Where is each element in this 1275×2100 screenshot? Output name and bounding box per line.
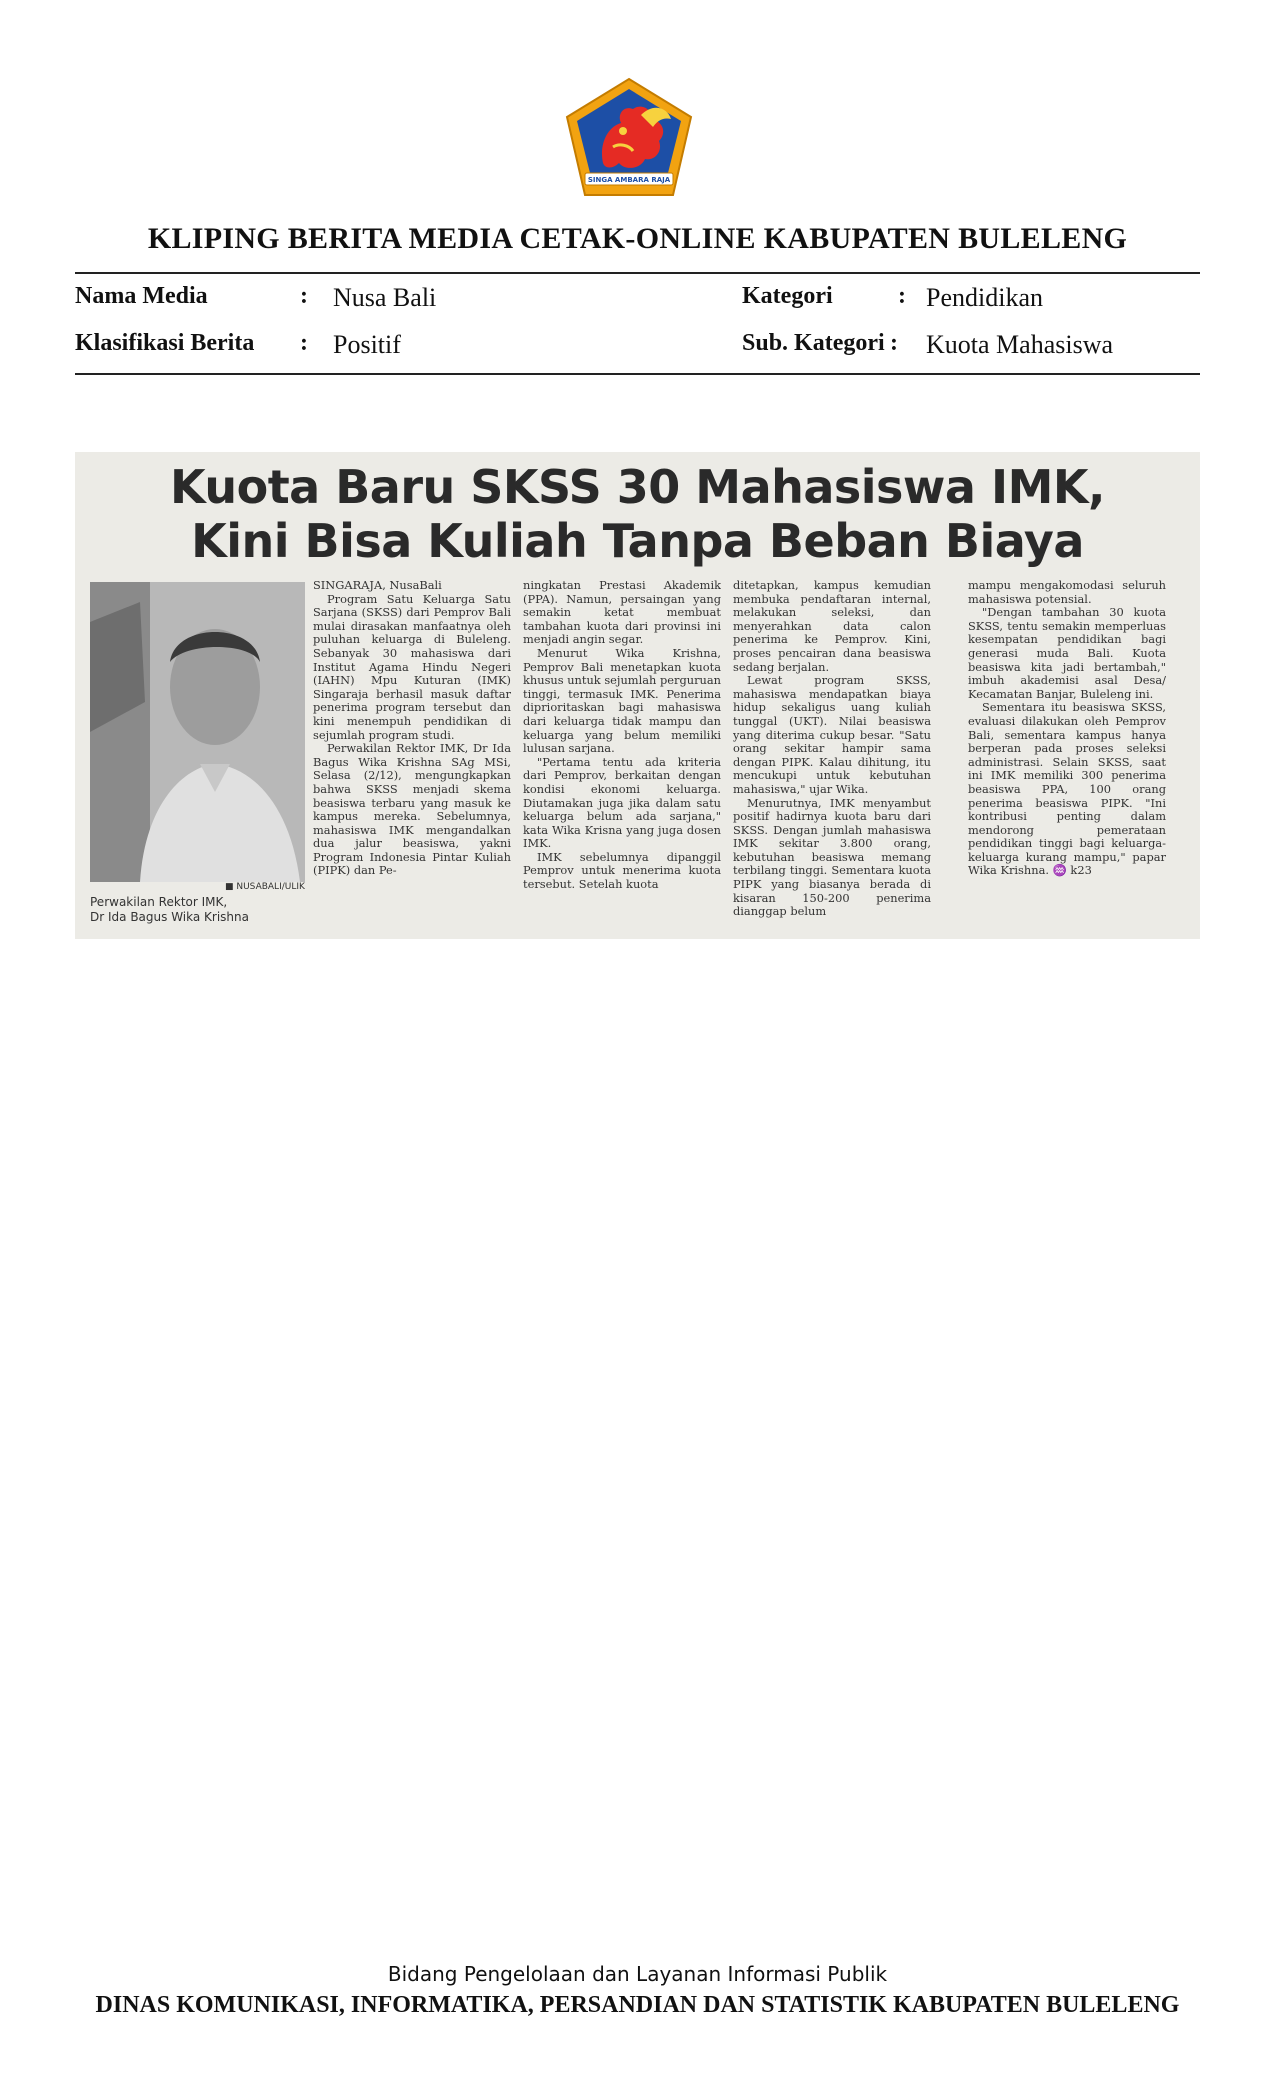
emblem-motto: SINGA AMBARA RAJA [587, 176, 671, 184]
photo-caption [90, 895, 315, 925]
photo-credit: ■ NUSABALI/ULIK [225, 882, 305, 892]
article-paragraph: Program Satu Keluarga Satu Sarjana (SKSS) dari Pemprov Bali mulai dirasakan manfaatnya oleh puluhan keluarga di Buleleng. Sebanyak 30 mahasiswa dari Institut Agama Hindu Negeri (IAHN) Mpu Kuturan (IMK) Singaraja berhasil masuk daftar penerima program tersebut dan kini menempuh pendidikan di sejumlah program studi. [313, 591, 511, 742]
article-paragraph: Menurutnya, IMK menyambut positif hadirnya kuota baru dari SKSS. Dengan jumlah mahasiswa IMK sekitar 3.800 orang, kebutuhan beasiswa memang terbilang tinggi. Sementara kuota PIPK yang biasanya berada di kisaran 150-200 penerima dianggap belum [733, 795, 931, 919]
header-divider-bottom [75, 373, 1200, 375]
headline-line-1: Kuota Baru SKSS 30 Mahasiswa IMK, [170, 460, 1105, 514]
article-column-1 [313, 579, 511, 935]
article-paragraph: Perwakilan Rektor IMK, Dr Ida Bagus Wika Krishna SAg MSi, Selasa (2/12), mengungkapkan bahwa SKSS menjadi skema beasiswa terbaru yang masuk ke kampus mereka. Sebelumnya, mahasiswa IMK mengandalkan dua jalur beasiswa, yakni Program Indonesia Pintar Kuliah (PIPK) dan Pe- [313, 741, 511, 878]
article-paragraph: ditetapkan, kampus kemudian membuka pendaftaran internal, melakukan seleksi, dan menyerahkan data calon penerima ke Pemprov. Kini, proses pencairan dana beasiswa sedang berjalan. [733, 579, 931, 674]
document-title: KLIPING BERITA MEDIA CETAK-ONLINE KABUPATEN BULELENG [147, 222, 1128, 255]
portrait-photo [90, 582, 305, 882]
footer-division: Bidang Pengelolaan dan Layanan Informasi Publik [387, 1962, 888, 1986]
sub-kategori-value: Kuota Mahasiswa [926, 330, 1114, 359]
article-column-3 [733, 579, 931, 935]
regency-emblem-icon [563, 75, 695, 199]
article-paragraph: mampu mengakomodasi seluruh mahasiswa potensial. [968, 579, 1166, 606]
article-paragraph: Lewat program SKSS, mahasiswa mendapatkan biaya hidup sekaligus uang kuliah tunggal (UKT). Nilai beasiswa yang diterima cukup besar. "Satu orang sekitar hampir sama dengan PIPK. Kalau dihitung, itu mencukupi untuk kebutuhan mahasiswa," ujar Wika. [733, 673, 931, 796]
article-column-4 [968, 579, 1166, 935]
klasifikasi-colon: : [300, 330, 308, 356]
photo-caption-line-1: Perwakilan Rektor IMK, [90, 895, 228, 909]
photo-caption-line-2: Dr Ida Bagus Wika Krishna [90, 910, 249, 924]
article-paragraph: "Pertama tentu ada kriteria dari Pemprov, berkaitan dengan kondisi ekonomi keluarga. Diutamakan juga jika dalam satu keluarga belum ada sarjana," kata Wika Krisna yang juga dosen IMK. [523, 754, 721, 851]
article-column-2 [523, 579, 721, 935]
article-paragraph: Menurut Wika Krishna, Pemprov Bali menetapkan kuota khusus untuk sejumlah perguruan tinggi, termasuk IMK. Penerima diprioritaskan bagi mahasiswa dari keluarga tidak mampu dan keluarga yang belum memiliki lulusan sarjana. [523, 645, 721, 756]
headline-line-2: Kini Bisa Kuliah Tanpa Beban Biaya [191, 514, 1084, 568]
kategori-label: Kategori [742, 283, 833, 309]
nama-media-label: Nama Media [75, 283, 208, 309]
klasifikasi-label: Klasifikasi Berita [75, 330, 255, 356]
article-paragraph: Sementara itu beasiswa SKSS, evaluasi dilakukan oleh Pemprov Bali, sementara kampus hanya berperan pada proses seleksi administrasi. Selain SKSS, saat ini IMK memiliki 300 penerima beasiswa PPA, 100 orang penerima beasiswa PIPK. "Ini kontribusi penting dalam mendorong pemerataan pendidikan tinggi bagi keluarga-keluarga kurang mampu," papar Wika Krishna. ♒ k23 [968, 700, 1166, 878]
header-divider-top [75, 272, 1200, 274]
nama-media-colon: : [300, 283, 308, 309]
nama-media-value: Nusa Bali [333, 283, 437, 312]
sub-kategori-colon: : [890, 330, 898, 356]
newspaper-clipping [75, 452, 1200, 939]
footer-agency: DINAS KOMUNIKASI, INFORMATIKA, PERSANDIAN DAN STATISTIK KABUPATEN BULELENG [95, 1992, 1180, 2018]
article-paragraph: IMK sebelumnya dipanggil Pemprov untuk menerima kuota tersebut. Setelah kuota [523, 849, 721, 892]
klasifikasi-value: Positif [333, 330, 401, 359]
article-dateline: SINGARAJA, NusaBali [313, 579, 442, 592]
sub-kategori-label: Sub. Kategori [742, 330, 885, 356]
kategori-value: Pendidikan [926, 283, 1043, 312]
article-paragraph: "Dengan tambahan 30 kuota SKSS, tentu semakin memperluas kesempatan pendidikan bagi generasi muda Bali. Kuota beasiswa kita jadi bertambah," imbuh akademisi asal Desa/ Kecamatan Banjar, Buleleng ini. [968, 605, 1166, 701]
article-paragraph: ningkatan Prestasi Akademik (PPA). Namun, persaingan yang semakin ketat membuat tambahan kuota dari provinsi ini menjadi angin segar. [523, 579, 721, 647]
kategori-colon: : [898, 283, 906, 309]
